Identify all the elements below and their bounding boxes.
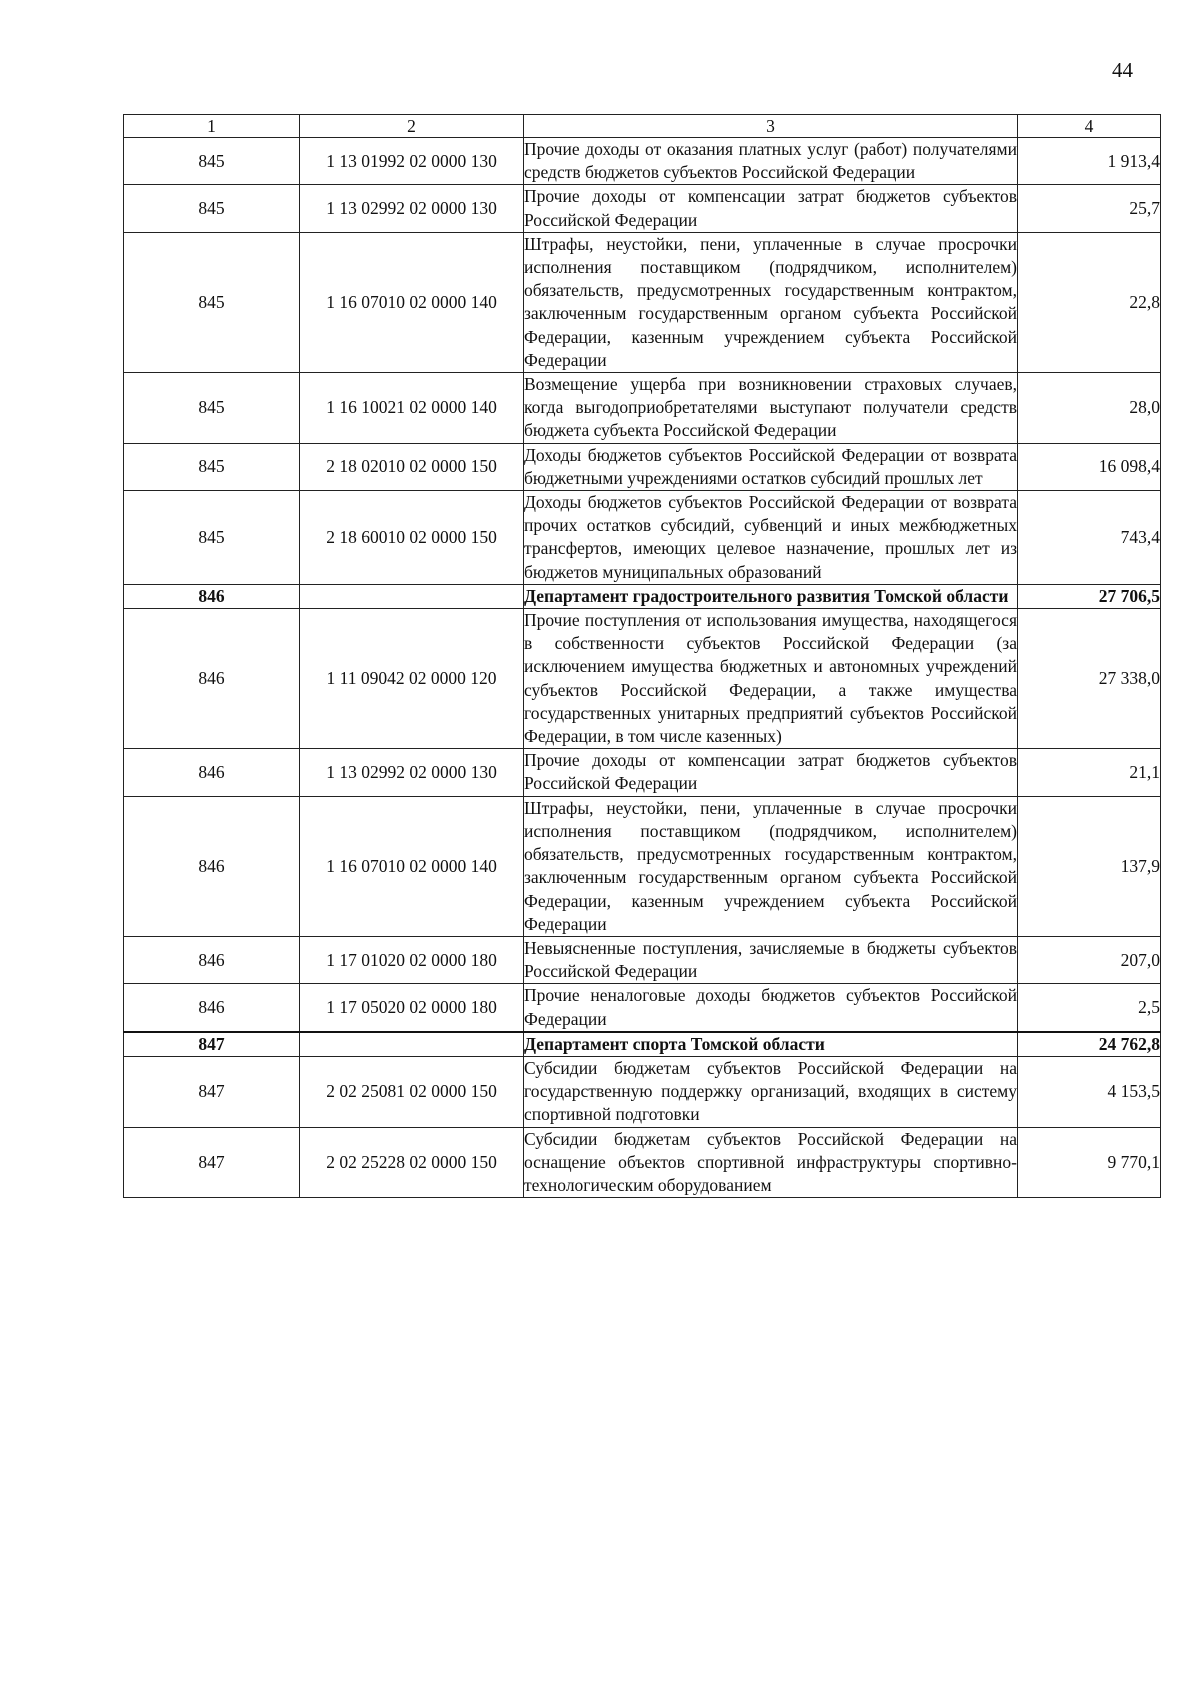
revenue-name-cell: Штрафы, неустойки, пени, уплаченные в случае просрочки исполнения поставщиком (подрядчиком, исполнителем) обязательств, предусмотренных государственным контрактом, заключенным государственным органом субъекта Российской Федерации, казенным учреждением субъекта Российской Федерации — [524, 232, 1018, 372]
revenue-name-cell: Прочие доходы от оказания платных услуг (работ) получателями средств бюджетов субъектов Российской Федерации — [524, 138, 1018, 185]
amount-cell: 9 770,1 — [1018, 1127, 1161, 1198]
revenue-name-cell: Прочие доходы от компенсации затрат бюджетов субъектов Российской Федерации — [524, 749, 1018, 796]
admin-code-cell: 847 — [124, 1032, 300, 1057]
revenue-name-cell: Доходы бюджетов субъектов Российской Федерации от возврата бюджетными учреждениями остатков субсидий прошлых лет — [524, 443, 1018, 490]
revenue-code-cell: 1 16 07010 02 0000 140 — [300, 232, 524, 372]
table-header-row — [124, 115, 1161, 138]
revenue-code-cell: 1 16 10021 02 0000 140 — [300, 373, 524, 444]
revenue-name-cell: Доходы бюджетов субъектов Российской Федерации от возврата прочих остатков субсидий, субвенций и иных межбюджетных трансфертов, имеющих целевое назначение, прошлых лет из бюджетов муниципальных образований — [524, 491, 1018, 585]
amount-cell: 28,0 — [1018, 373, 1161, 444]
table-row — [124, 373, 1161, 444]
admin-code-cell: 846 — [124, 749, 300, 796]
revenue-name-cell: Департамент градостроительного развития Томской области — [524, 584, 1018, 608]
table-row — [124, 443, 1161, 490]
revenue-code-cell: 1 17 01020 02 0000 180 — [300, 936, 524, 983]
revenue-name-cell: Субсидии бюджетам субъектов Российской Федерации на государственную поддержку организаций, входящих в систему спортивной подготовки — [524, 1056, 1018, 1127]
revenue-code-cell: 1 13 02992 02 0000 130 — [300, 749, 524, 796]
amount-cell: 27 706,5 — [1018, 584, 1161, 608]
table-row — [124, 796, 1161, 936]
amount-cell: 22,8 — [1018, 232, 1161, 372]
revenue-code-cell: 1 13 02992 02 0000 130 — [300, 185, 524, 232]
admin-code-cell: 846 — [124, 936, 300, 983]
revenue-name-cell: Субсидии бюджетам субъектов Российской Федерации на оснащение объектов спортивной инфраструктуры спортивно-технологическим оборудованием — [524, 1127, 1018, 1198]
amount-cell: 16 098,4 — [1018, 443, 1161, 490]
amount-cell: 1 913,4 — [1018, 138, 1161, 185]
revenue-table — [123, 114, 1161, 1198]
table-row — [124, 1056, 1161, 1127]
revenue-name-cell: Невыясненные поступления, зачисляемые в бюджеты субъектов Российской Федерации — [524, 936, 1018, 983]
column-header-amount: 4 — [1018, 115, 1161, 138]
column-header-code: 2 — [300, 115, 524, 138]
table-row — [124, 1127, 1161, 1198]
revenue-code-cell: 1 16 07010 02 0000 140 — [300, 796, 524, 936]
amount-cell: 24 762,8 — [1018, 1032, 1161, 1057]
revenue-code-cell — [300, 584, 524, 608]
table-row — [124, 984, 1161, 1032]
table-row — [124, 609, 1161, 749]
admin-code-cell: 845 — [124, 443, 300, 490]
admin-code-cell: 846 — [124, 796, 300, 936]
table-row — [124, 138, 1161, 185]
column-header-name: 3 — [524, 115, 1018, 138]
amount-cell: 27 338,0 — [1018, 609, 1161, 749]
amount-cell: 25,7 — [1018, 185, 1161, 232]
revenue-name-cell: Штрафы, неустойки, пени, уплаченные в случае просрочки исполнения поставщиком (подрядчиком, исполнителем) обязательств, предусмотренных государственным контрактом, заключенным государственным органом субъекта Российской Федерации, казенным учреждением субъекта Российской Федерации — [524, 796, 1018, 936]
amount-cell: 4 153,5 — [1018, 1056, 1161, 1127]
revenue-name-cell: Возмещение ущерба при возникновении страховых случаев, когда выгодоприобретателями выступают получатели средств бюджета субъекта Российской Федерации — [524, 373, 1018, 444]
department-row — [124, 584, 1161, 608]
admin-code-cell: 845 — [124, 185, 300, 232]
revenue-code-cell: 1 11 09042 02 0000 120 — [300, 609, 524, 749]
amount-cell: 743,4 — [1018, 491, 1161, 585]
admin-code-cell: 845 — [124, 373, 300, 444]
table-row — [124, 936, 1161, 983]
revenue-code-cell: 2 02 25228 02 0000 150 — [300, 1127, 524, 1198]
page-number: 44 — [1112, 58, 1133, 82]
admin-code-cell: 846 — [124, 984, 300, 1032]
amount-cell: 21,1 — [1018, 749, 1161, 796]
admin-code-cell: 846 — [124, 609, 300, 749]
admin-code-cell: 845 — [124, 138, 300, 185]
table-row — [124, 232, 1161, 372]
revenue-name-cell: Прочие неналоговые доходы бюджетов субъектов Российской Федерации — [524, 984, 1018, 1032]
column-header-admin: 1 — [124, 115, 300, 138]
revenue-code-cell: 2 02 25081 02 0000 150 — [300, 1056, 524, 1127]
table-body — [124, 138, 1161, 1198]
revenue-code-cell: 1 13 01992 02 0000 130 — [300, 138, 524, 185]
amount-cell: 207,0 — [1018, 936, 1161, 983]
admin-code-cell: 845 — [124, 232, 300, 372]
table-row — [124, 185, 1161, 232]
admin-code-cell: 845 — [124, 491, 300, 585]
revenue-name-cell: Департамент спорта Томской области — [524, 1032, 1018, 1057]
revenue-code-cell: 2 18 60010 02 0000 150 — [300, 491, 524, 585]
table-row — [124, 749, 1161, 796]
revenue-name-cell: Прочие поступления от использования имущества, находящегося в собственности субъектов Российской Федерации (за исключением имущества бюджетных и автономных учреждений субъектов Российской Федерации, а также имущества государственных унитарных предприятий субъектов Российской Федерации, в том числе казенных) — [524, 609, 1018, 749]
revenue-code-cell: 1 17 05020 02 0000 180 — [300, 984, 524, 1032]
revenue-code-cell — [300, 1032, 524, 1057]
amount-cell: 137,9 — [1018, 796, 1161, 936]
admin-code-cell: 846 — [124, 584, 300, 608]
admin-code-cell: 847 — [124, 1127, 300, 1198]
revenue-code-cell: 2 18 02010 02 0000 150 — [300, 443, 524, 490]
table-row — [124, 491, 1161, 585]
revenue-name-cell: Прочие доходы от компенсации затрат бюджетов субъектов Российской Федерации — [524, 185, 1018, 232]
admin-code-cell: 847 — [124, 1056, 300, 1127]
amount-cell: 2,5 — [1018, 984, 1161, 1032]
department-row — [124, 1032, 1161, 1057]
